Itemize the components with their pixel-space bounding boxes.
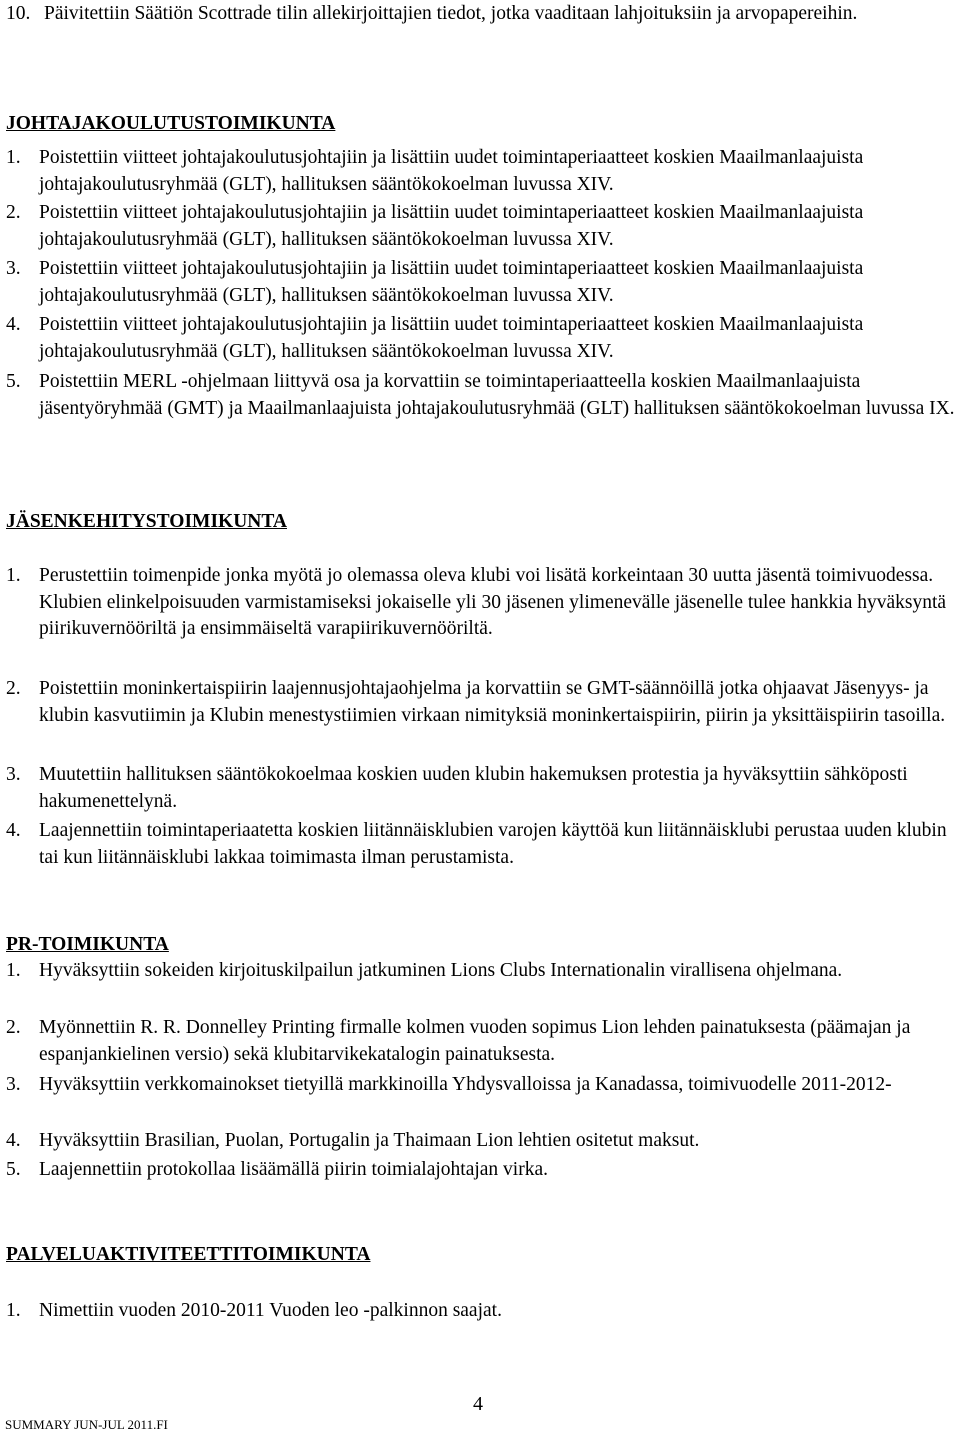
list-item [6, 762, 956, 815]
list-item [6, 1298, 956, 1325]
item-text: Myönnettiin R. R. Donnelley Printing firmalle kolmen vuoden sopimus Lion lehden painatuksesta (päämajan ja espanjankielinen versio) sekä klubitarvikekatalogin painatuksesta. [39, 1017, 911, 1065]
list-item [6, 369, 956, 422]
page-number: 4 [473, 1393, 483, 1415]
item-number: 2. [6, 202, 21, 223]
item-text: Poistettiin viitteet johtajakoulutusjohtajiin ja lisättiin uudet toimintaperiaatteet koskien Maailmanlaajuista johtajakoulutusryhmää (GLT), hallituksen sääntökokoelman luvussa XIV. [39, 258, 864, 306]
item-number: 4. [6, 314, 21, 335]
item-text: Laajennettiin protokollaa lisäämällä piirin toimialajohtajan virka. [39, 1159, 548, 1180]
item-text: Poistettiin viitteet johtajakoulutusjohtajiin ja lisättiin uudet toimintaperiaatteet koskien Maailmanlaajuista johtajakoulutusryhmää (GLT), hallituksen sääntökokoelman luvussa XIV. [39, 147, 864, 195]
list-item [6, 1015, 956, 1068]
list-item [6, 676, 956, 729]
section-heading: JOHTAJAKOULUTUSTOIMIKUNTA [6, 113, 336, 134]
item-text: Nimettiin vuoden 2010-2011 Vuoden leo -palkinnon saajat. [39, 1300, 502, 1321]
item-number: 3. [6, 1074, 21, 1095]
section-heading: JÄSENKEHITYSTOIMIKUNTA [6, 511, 288, 532]
item-number: 1. [6, 960, 21, 981]
list-item [6, 200, 956, 253]
item-number: 2. [6, 1017, 21, 1038]
item-text: Laajennettiin toimintaperiaatetta koskien liitännäisklubien varojen käyttöä kun liitännäisklubi perustaa uuden klubin tai kun liitännäisklubi lakkaa toimimasta ilman perustamista. [39, 820, 947, 868]
list-item [6, 1128, 956, 1155]
item-text: Hyväksyttiin verkkomainokset tietyillä markkinoilla Yhdysvalloissa ja Kanadassa, toimivuodelle 2011-2012- [39, 1074, 892, 1095]
list-item [6, 1, 956, 28]
item-text: Hyväksyttiin Brasilian, Puolan, Portugalin ja Thaimaan Lion lehtien ositetut maksut. [39, 1130, 700, 1151]
item-number: 2. [6, 678, 21, 699]
item-number: 1. [6, 147, 21, 168]
item-number: 5. [6, 1159, 21, 1180]
list-item [6, 958, 956, 985]
item-text: Poistettiin viitteet johtajakoulutusjohtajiin ja lisättiin uudet toimintaperiaatteet koskien Maailmanlaajuista johtajakoulutusryhmää (GLT), hallituksen sääntökokoelman luvussa XIV. [39, 202, 864, 250]
item-number: 1. [6, 565, 21, 586]
item-number: 1. [6, 1300, 21, 1321]
item-number: 3. [6, 258, 21, 279]
item-number: 3. [6, 764, 21, 785]
list-item [6, 1072, 956, 1099]
list-item [6, 563, 956, 643]
item-number: 10. [6, 3, 31, 24]
list-item [6, 256, 956, 309]
list-item [6, 818, 956, 871]
item-number: 4. [6, 1130, 21, 1151]
item-text: Poistettiin viitteet johtajakoulutusjohtajiin ja lisättiin uudet toimintaperiaatteet koskien Maailmanlaajuista johtajakoulutusryhmää (GLT), hallituksen sääntökokoelman luvussa XIV. [39, 314, 864, 362]
list-item [6, 1157, 956, 1184]
list-item [6, 312, 956, 365]
item-text: Poistettiin moninkertaispiirin laajennusjohtajaohjelma ja korvattiin se GMT-säännöillä jotka ohjaavat Jäsenyys- ja klubin kasvutiimin ja Klubin menestystiimien virkaan nimityksiä moninkertaispiirin, piirin ja yksittäispiirin tasoilla. [39, 678, 946, 726]
item-text: Muutettiin hallituksen sääntökokoelmaa koskien uuden klubin hakemuksen protestia ja hyväksyttiin sähköposti hakumenettelynä. [39, 764, 908, 812]
item-text: Poistettiin MERL -ohjelmaan liittyvä osa ja korvattiin se toimintaperiaatteella koskien Maailmanlaajuista jäsentyöryhmää (GMT) ja Maailmanlaajuista johtajakoulutusryhmää (GLT) hallituksen sääntökokoelman luvussa IX. [39, 371, 955, 419]
item-text: Päivitettiin Säätiön Scottrade tilin allekirjoittajien tiedot, jotka vaaditaan lahjoituksiin ja arvopapereihin. [44, 3, 858, 24]
section-heading: PR-TOIMIKUNTA [6, 934, 169, 955]
section-heading: PALVELUAKTIVITEETTITOIMIKUNTA [6, 1244, 371, 1265]
list-item [6, 145, 956, 198]
item-text: Hyväksyttiin sokeiden kirjoituskilpailun jatkuminen Lions Clubs Internationalin virallisena ohjelmana. [39, 960, 843, 981]
footer-text: SUMMARY JUN-JUL 2011.FI [5, 1417, 168, 1432]
item-number: 4. [6, 820, 21, 841]
item-text: Perustettiin toimenpide jonka myötä jo olemassa oleva klubi voi lisätä korkeintaan 30 uutta jäsentä toimivuodessa. Klubien elinkelpoisuuden varmistamiseksi jokaiselle yli 30 jäsenen ylimenevälle jäsenelle tulee hankkia hyväksyntä piirikuvernööriltä ja ensimmäiseltä varapiirikuvernööriltä. [39, 565, 947, 639]
item-number: 5. [6, 371, 21, 392]
